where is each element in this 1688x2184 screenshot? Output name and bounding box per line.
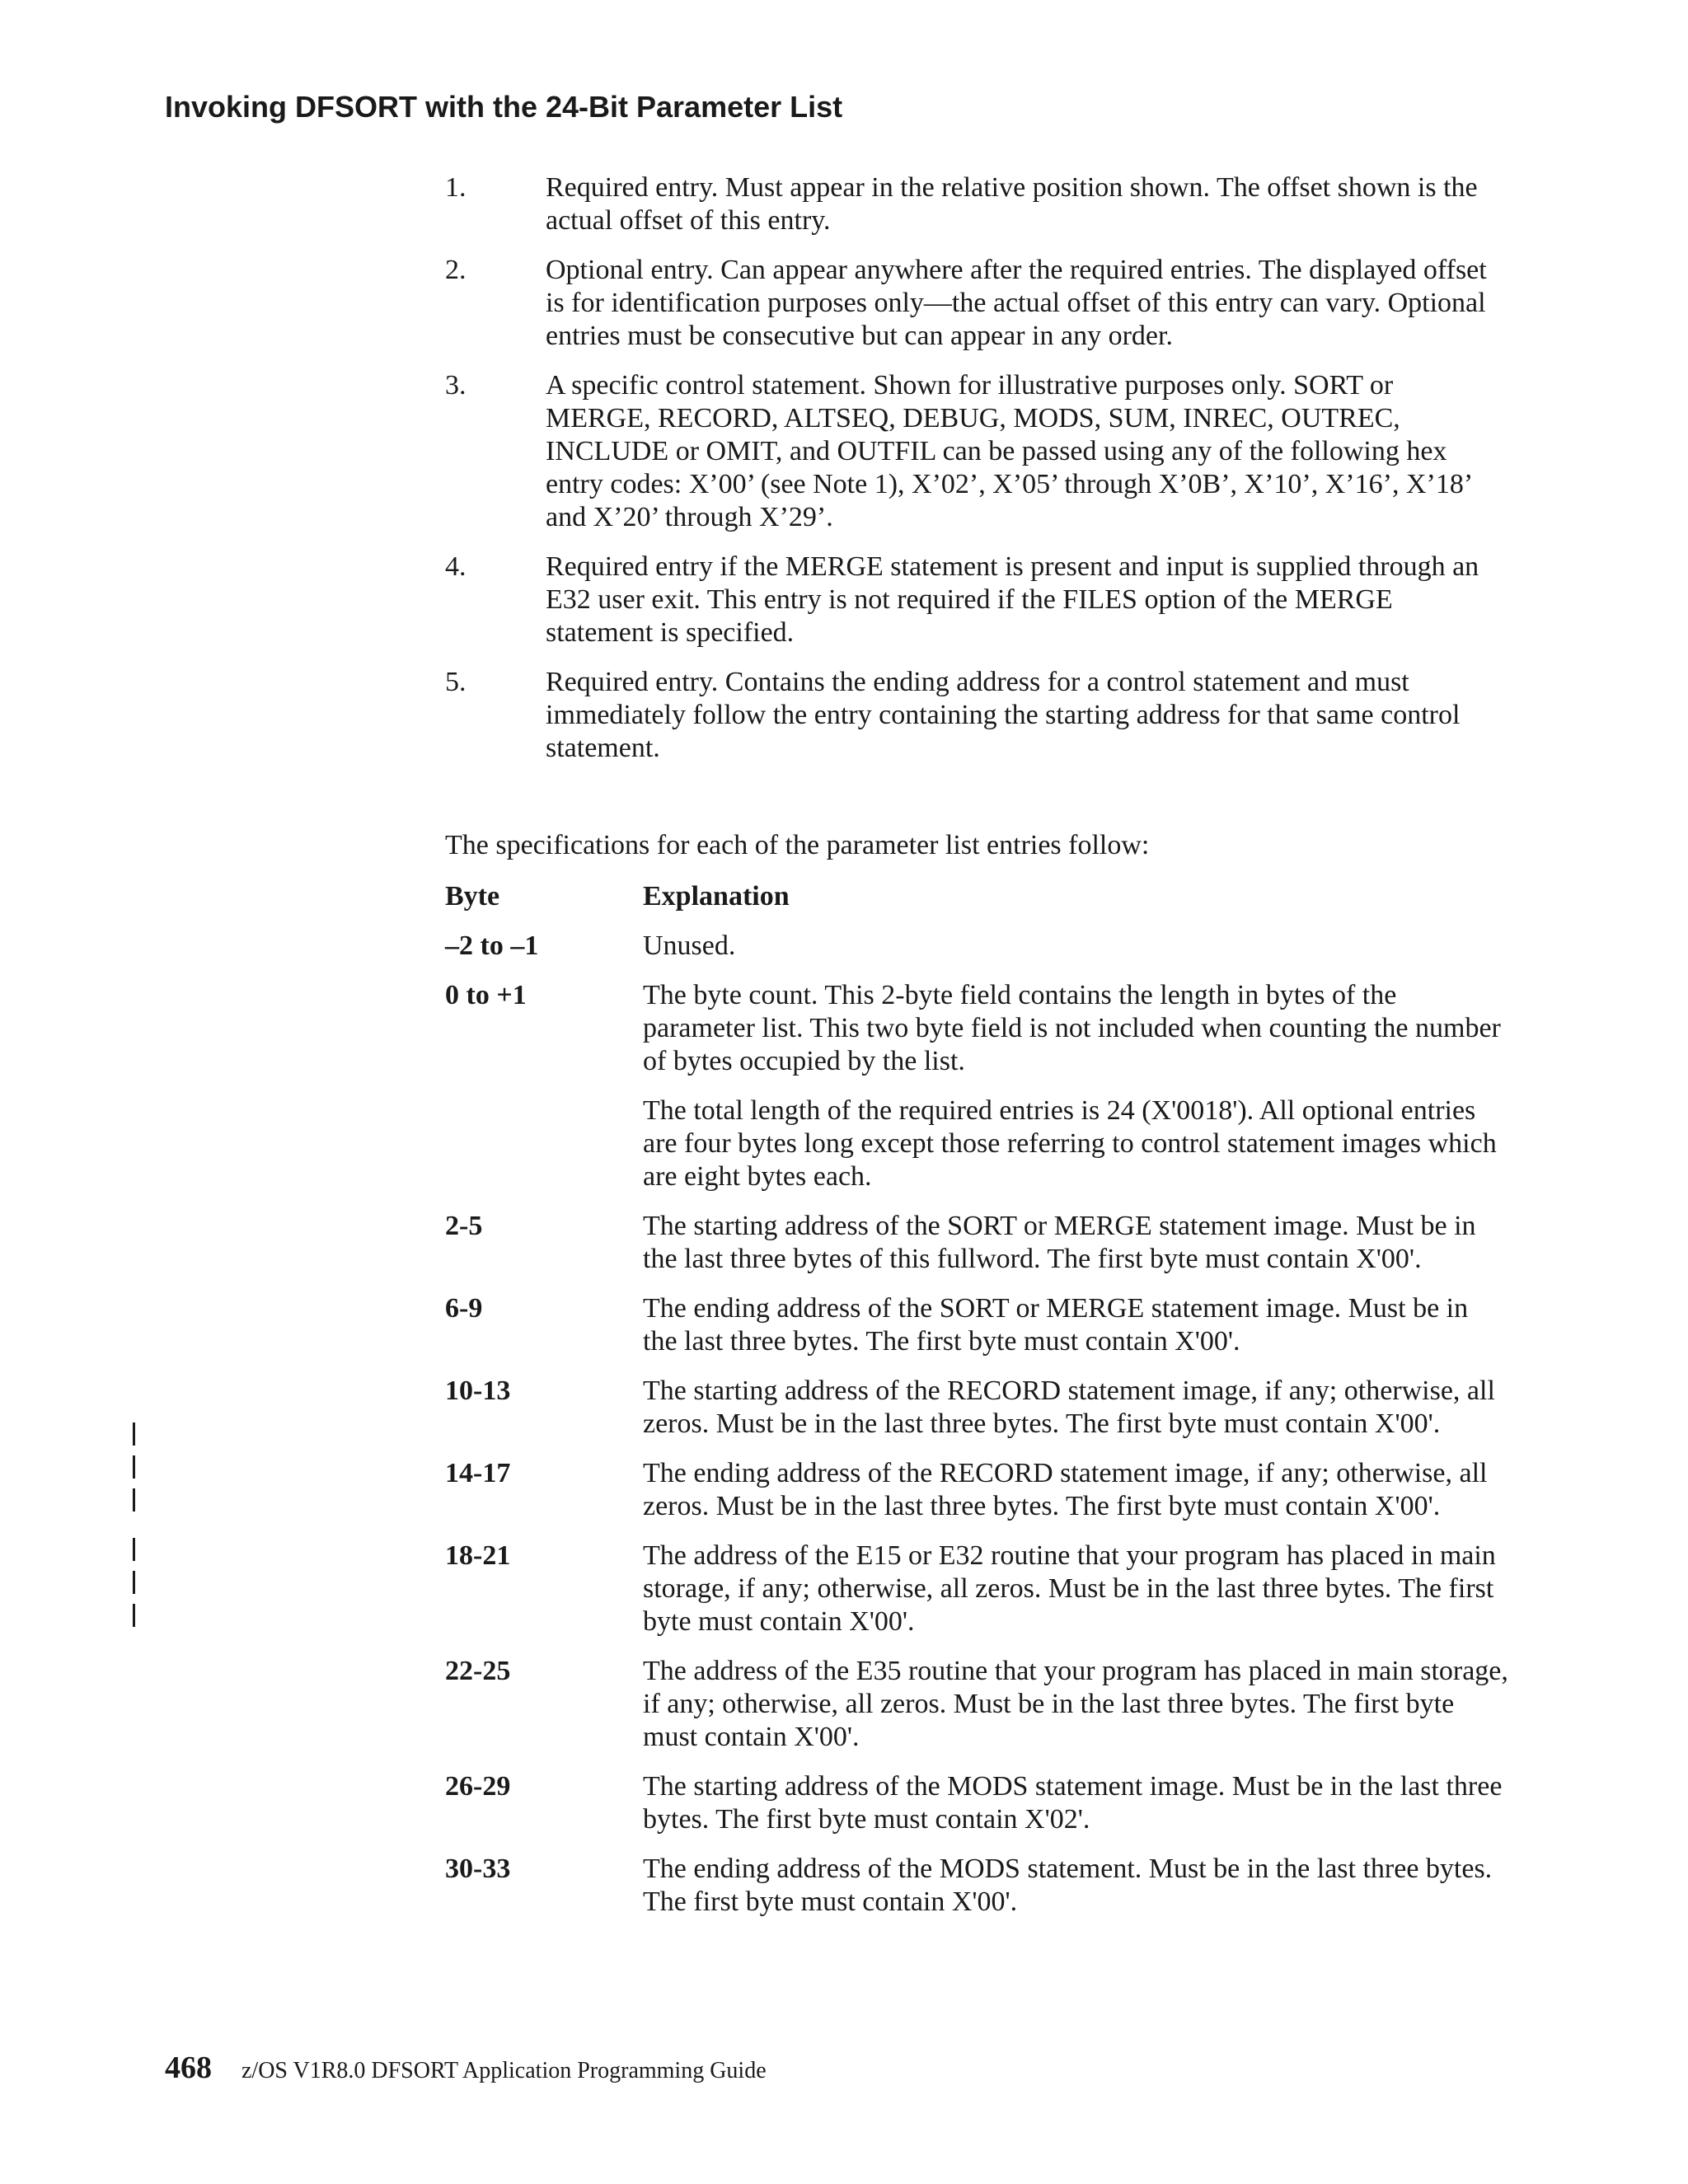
explanation [643, 1375, 1508, 1441]
explanation [643, 1853, 1508, 1919]
change-bar [133, 1488, 135, 1511]
change-bar [133, 1571, 135, 1594]
explanation [643, 1457, 1508, 1523]
note-text: Required entry if the MERGE statement is present and input is supplied through an E32 user exit. This entry is not required if the FILES option of the MERGE statement is specified. [546, 551, 1479, 648]
note-number: 1. [445, 172, 467, 203]
byte-range: 26-29 [445, 1771, 511, 1802]
note-number: 2. [445, 255, 467, 285]
explanation [643, 1210, 1508, 1276]
explanation-text: The starting address of the RECORD statement image, if any; otherwise, all zeros. Must be in the last three bytes. The first byte must contain X'00'. [643, 1376, 1495, 1439]
note-item [445, 171, 1492, 237]
note-number: 4. [445, 551, 467, 582]
guide-title: z/OS V1R8.0 DFSORT Application Programming Guide [241, 2058, 767, 2083]
explanation-text: The starting address of the MODS statement image. Must be in the last three bytes. The first byte must contain X'02'. [643, 1771, 1503, 1835]
explanation [643, 930, 1508, 963]
note-number: 3. [445, 370, 467, 401]
column-header-explanation: Explanation [643, 881, 790, 912]
byte-range: 6-9 [445, 1293, 483, 1324]
note-item [445, 666, 1492, 765]
change-bar [133, 1538, 135, 1561]
byte-range: 2-5 [445, 1211, 483, 1241]
page-footer [165, 2050, 767, 2086]
explanation [643, 979, 1508, 1193]
table-row [445, 1457, 1508, 1523]
explanation-text: The byte count. This 2-byte field contains the length in bytes of the parameter list. This two byte field is not included when counting the number of bytes occupied by the list. [643, 980, 1501, 1076]
table-row [445, 930, 1508, 963]
page-title: Invoking DFSORT with the 24-Bit Parameter List [165, 90, 843, 124]
explanation-text: The starting address of the SORT or MERGE statement image. Must be in the last three bytes of this fullword. The first byte must contain X'00'. [643, 1211, 1476, 1274]
explanation-text: The address of the E15 or E32 routine that your program has placed in main storage, if any; otherwise, all zeros. Must be in the last three bytes. The first byte must contain X'00'. [643, 1540, 1496, 1637]
table-row [445, 1292, 1508, 1358]
note-number: 5. [445, 667, 467, 697]
change-bar [133, 1422, 135, 1446]
table-row [445, 1210, 1508, 1276]
explanation [643, 1540, 1508, 1638]
explanation-text: The total length of the required entries is 24 (X'0018'). All optional entries are four bytes long except those referring to control statement images which are eight bytes each. [643, 1095, 1497, 1192]
note-text: Required entry. Contains the ending address for a control statement and must immediately follow the entry containing the starting address for that same control statement. [546, 667, 1461, 763]
table-header-row [445, 880, 1508, 913]
note-item [445, 551, 1492, 649]
explanation-text: The ending address of the MODS statement. Must be in the last three bytes. The first byte must contain X'00'. [643, 1854, 1493, 1917]
byte-range: 30-33 [445, 1854, 511, 1884]
explanation [643, 1655, 1508, 1754]
notes-list [445, 171, 1492, 781]
table-row [445, 1770, 1508, 1836]
change-bar [133, 1455, 135, 1479]
explanation-text: The ending address of the SORT or MERGE statement image. Must be in the last three bytes. The first byte must contain X'00'. [643, 1293, 1469, 1357]
table-row [445, 979, 1508, 1193]
table-row [445, 1853, 1508, 1919]
byte-range: –2 to –1 [445, 930, 539, 961]
explanation-text: The ending address of the RECORD statement image, if any; otherwise, all zeros. Must be in the last three bytes. The first byte must contain X'00'. [643, 1458, 1488, 1521]
explanation [643, 1770, 1508, 1836]
table-row [445, 1375, 1508, 1441]
column-header-byte: Byte [445, 881, 500, 912]
byte-range: 22-25 [445, 1656, 511, 1686]
intro-paragraph: The specifications for each of the parameter list entries follow: [445, 830, 1150, 860]
change-bar [133, 1604, 135, 1627]
note-item [445, 369, 1492, 534]
table-row [445, 1655, 1508, 1754]
byte-range: 0 to +1 [445, 980, 527, 1010]
byte-range: 10-13 [445, 1376, 511, 1406]
note-text: A specific control statement. Shown for illustrative purposes only. SORT or MERGE, RECORD, ALTSEQ, DEBUG, MODS, SUM, INREC, OUTREC, INCLUDE or OMIT, and OUTFIL can be passed using any of the following hex entry codes: X’00’ (see Note 1), X’02’, X’05’ through X’0B’, X’10’, X’16’, X’18’ and X’20’ through X’29’. [546, 370, 1471, 532]
page-number: 468 [165, 2050, 212, 2085]
note-item [445, 254, 1492, 353]
byte-range: 14-17 [445, 1458, 511, 1488]
byte-range: 18-21 [445, 1540, 511, 1571]
explanation [643, 1292, 1508, 1358]
explanation-text: The address of the E35 routine that your program has placed in main storage, if any; otherwise, all zeros. Must be in the last three bytes. The first byte must contain X'00'. [643, 1656, 1508, 1752]
note-text: Required entry. Must appear in the relative position shown. The offset shown is the actual offset of this entry. [546, 172, 1478, 236]
table-row [445, 1540, 1508, 1638]
note-text: Optional entry. Can appear anywhere after the required entries. The displayed offset is for identification purposes only—the actual offset of this entry can vary. Optional entries must be consecutive but can appear in any order. [546, 255, 1487, 351]
explanation-text: Unused. [643, 930, 736, 961]
spec-table [445, 880, 1508, 1935]
